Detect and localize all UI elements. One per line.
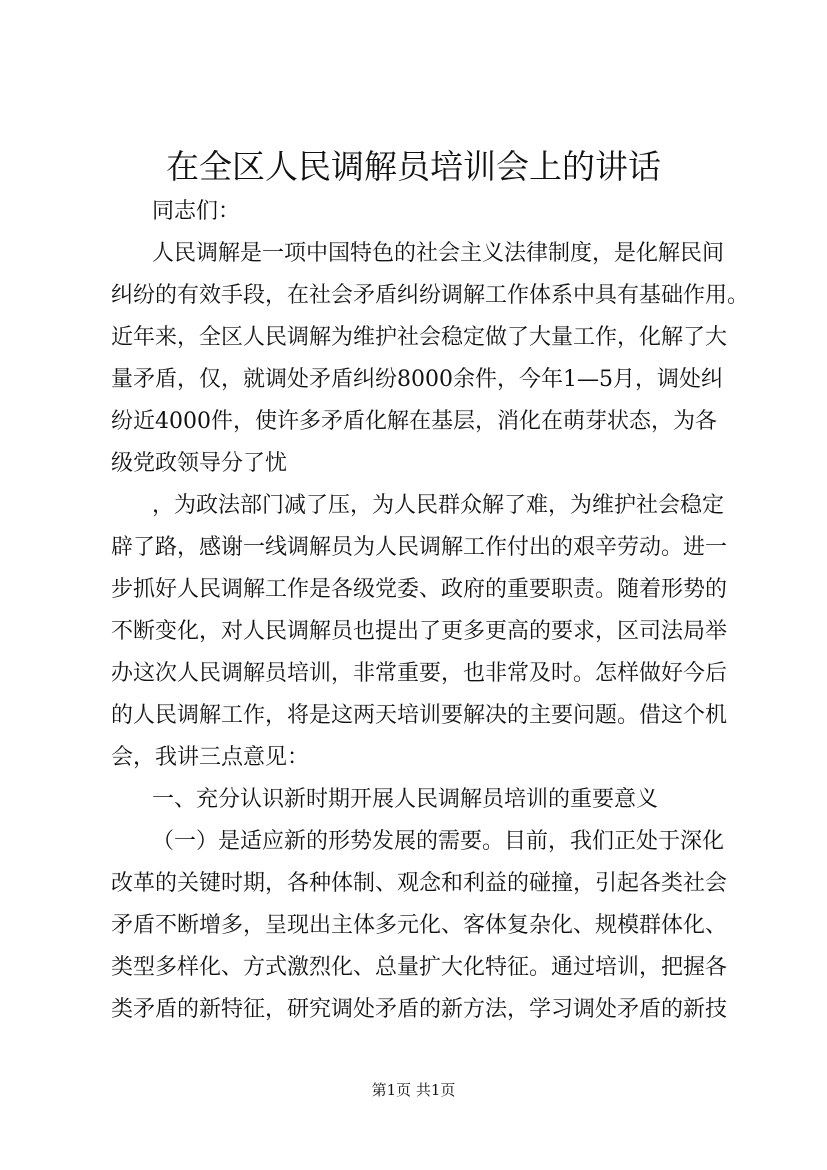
body-line: 类型多样化、方式激烈化、总量扩大化特征。通过培训，把握各 (111, 955, 728, 980)
body-line: 的人民调解工作，将是这两天培训要解决的主要问题。借这个机 (111, 703, 728, 728)
body-line: 纠纷的有效手段，在社会矛盾纠纷调解工作体系中具有基础作用。 (111, 283, 750, 308)
body-line: 类矛盾的新特征，研究调处矛盾的新方法，学习调处矛盾的新技 (111, 997, 728, 1022)
body-line: 会，我讲三点意见： (111, 745, 310, 770)
body-line: ，为政法部门减了压，为人民群众解了难，为维护社会稳定 (152, 493, 725, 518)
body-line: 量矛盾，仅，就调处矛盾纠纷8000余件，今年1—5月，调处纠 (111, 367, 723, 392)
salutation-line: 同志们： (152, 199, 241, 224)
body-line: 改革的关键时期，各种体制、观念和利益的碰撞，引起各类社会 (111, 871, 728, 896)
body-line: 人民调解是一项中国特色的社会主义法律制度，是化解民间 (152, 241, 725, 266)
subsection-line: （一）是适应新的形势发展的需要。目前，我们正处于深化 (152, 829, 725, 854)
body-line: 纷近4000件，使许多矛盾化解在基层，消化在萌芽状态，为各 (111, 409, 717, 434)
body-line: 近年来，全区人民调解为维护社会稳定做了大量工作，化解了大 (111, 325, 728, 350)
body-line: 辟了路，感谢一线调解员为人民调解工作付出的艰辛劳动。进一 (111, 535, 728, 560)
document-title: 在全区人民调解员培训会上的讲话 (166, 147, 661, 186)
body-line: 不断变化，对人民调解员也提出了更多更高的要求，区司法局举 (111, 619, 728, 644)
body-line: 矛盾不断增多，呈现出主体多元化、客体复杂化、规模群体化、 (111, 913, 728, 938)
page-footer: 第1页 共1页 (371, 1081, 456, 1099)
body-line: 级党政领导分了忧 (111, 451, 288, 476)
body-line: 步抓好人民调解工作是各级党委、政府的重要职责。随着形势的 (111, 577, 728, 602)
body-line: 办这次人民调解员培训，非常重要，也非常及时。怎样做好今后 (111, 661, 728, 686)
section-heading: 一、充分认识新时期开展人民调解员培训的重要意义 (152, 787, 659, 812)
